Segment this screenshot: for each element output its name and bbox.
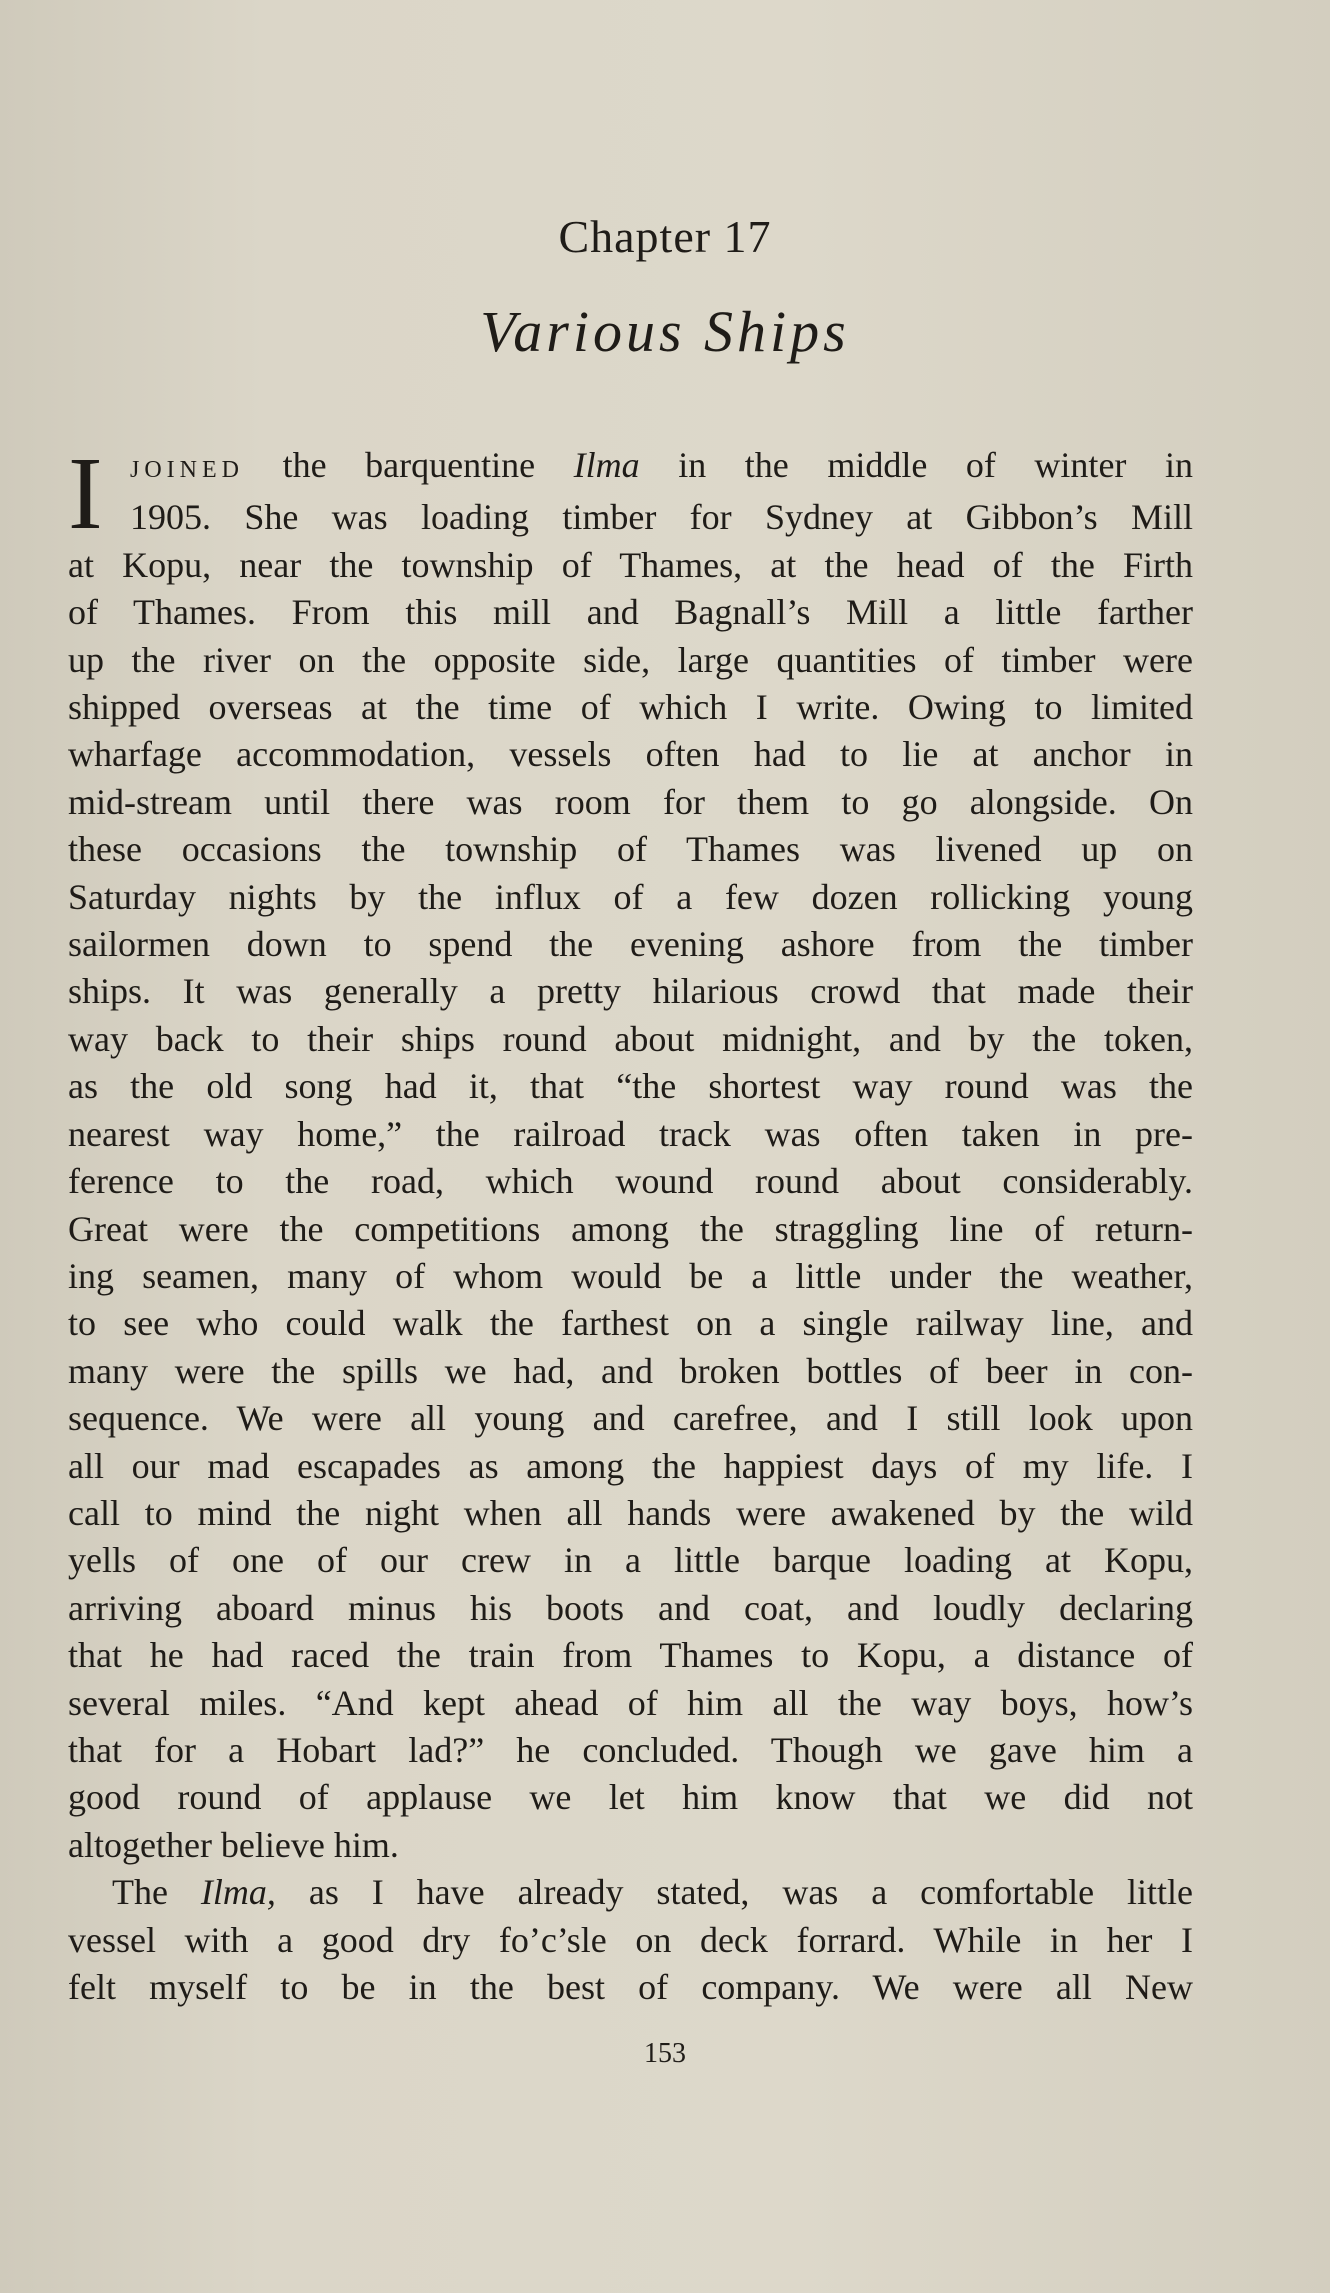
text-line: ing seamen, many of whom would be a little under the weather,: [68, 1255, 1193, 1296]
page-number: 153: [644, 2038, 686, 2069]
text-line: shipped overseas at the time of which I write. Owing to limited: [68, 687, 1193, 728]
paragraph-2: [68, 1869, 1193, 2011]
text-line: Great were the competitions among the straggling line of return-: [68, 1208, 1193, 1249]
text-line: arriving aboard minus his boots and coat, and loudly declaring: [68, 1587, 1193, 1628]
ship-name: Ilma,: [200, 1872, 276, 1913]
ship-name: Ilma: [573, 445, 640, 485]
text-fragment: The: [112, 1872, 201, 1913]
text-line: these occasions the township of Thames was livened up on: [68, 829, 1193, 870]
chapter-number: Chapter 17: [558, 211, 772, 262]
text-line: many were the spills we had, and broken bottles of beer in con-: [68, 1350, 1193, 1391]
text-fragment: as I have already stated, was a comfortable little: [275, 1872, 1194, 1913]
text-fragment: the barquentine: [244, 445, 574, 485]
text-line: that for a Hobart lad?” he concluded. Though we gave him a: [68, 1729, 1193, 1770]
text-line: call to mind the night when all hands were awakened by the wild: [68, 1492, 1193, 1533]
text-line: [68, 1869, 1193, 1916]
text-line: all our mad escapades as among the happiest days of my life. I: [68, 1445, 1193, 1486]
small-caps-word: JOINED: [130, 457, 244, 483]
text-line: wharfage accommodation, vessels often had to lie at anchor in: [68, 734, 1193, 775]
text-line: mid-stream until there was room for them to go alongside. On: [68, 781, 1193, 822]
text-line: way back to their ships round about midnight, and by the token,: [68, 1018, 1193, 1059]
text-line: up the river on the opposite side, large quantities of timber were: [68, 639, 1193, 680]
text-line: good round of applause we let him know that we did not: [68, 1777, 1193, 1818]
text-line: to see who could walk the farthest on a single railway line, and: [68, 1303, 1193, 1344]
text-line: as the old song had it, that “the shortest way round was the: [68, 1066, 1193, 1107]
text-line: 1905. She was loading timber for Sydney at Gibbon’s Mill: [130, 497, 1193, 538]
text-line: ships. It was generally a pretty hilarious crowd that made their: [68, 971, 1193, 1012]
text-line: sequence. We were all young and carefree, and I still look upon: [68, 1398, 1193, 1439]
text-line: vessel with a good dry fo’c’sle on deck forrard. While in her I: [68, 1919, 1193, 1960]
text-line: felt myself to be in the best of company. We were all New: [68, 1967, 1193, 2007]
text-line: sailormen down to spend the evening ashore from the timber: [68, 924, 1193, 965]
body-text: [68, 436, 1194, 2011]
drop-cap: I: [68, 436, 103, 551]
text-line: at Kopu, near the township of Thames, at the head of the Firth: [68, 544, 1193, 585]
text-line: Saturday nights by the influx of a few dozen rollicking young: [68, 876, 1193, 917]
text-line: several miles. “And kept ahead of him all the way boys, how’s: [68, 1682, 1193, 1723]
text-line: that he had raced the train from Thames to Kopu, a distance of: [68, 1635, 1193, 1676]
paragraph-1: [68, 436, 1193, 1869]
text-line: ference to the road, which wound round about considerably.: [68, 1161, 1193, 1202]
text-fragment: in the middle of winter in: [639, 445, 1193, 485]
text-line: [68, 442, 1193, 494]
text-line: yells of one of our crew in a little barque loading at Kopu,: [68, 1540, 1193, 1581]
text-line: nearest way home,” the railroad track was often taken in pre-: [68, 1113, 1193, 1154]
chapter-title: Various Ships: [480, 299, 850, 364]
text-line: of Thames. From this mill and Bagnall’s Mill a little farther: [68, 592, 1193, 633]
text-line: altogether believe him.: [68, 1824, 399, 1865]
